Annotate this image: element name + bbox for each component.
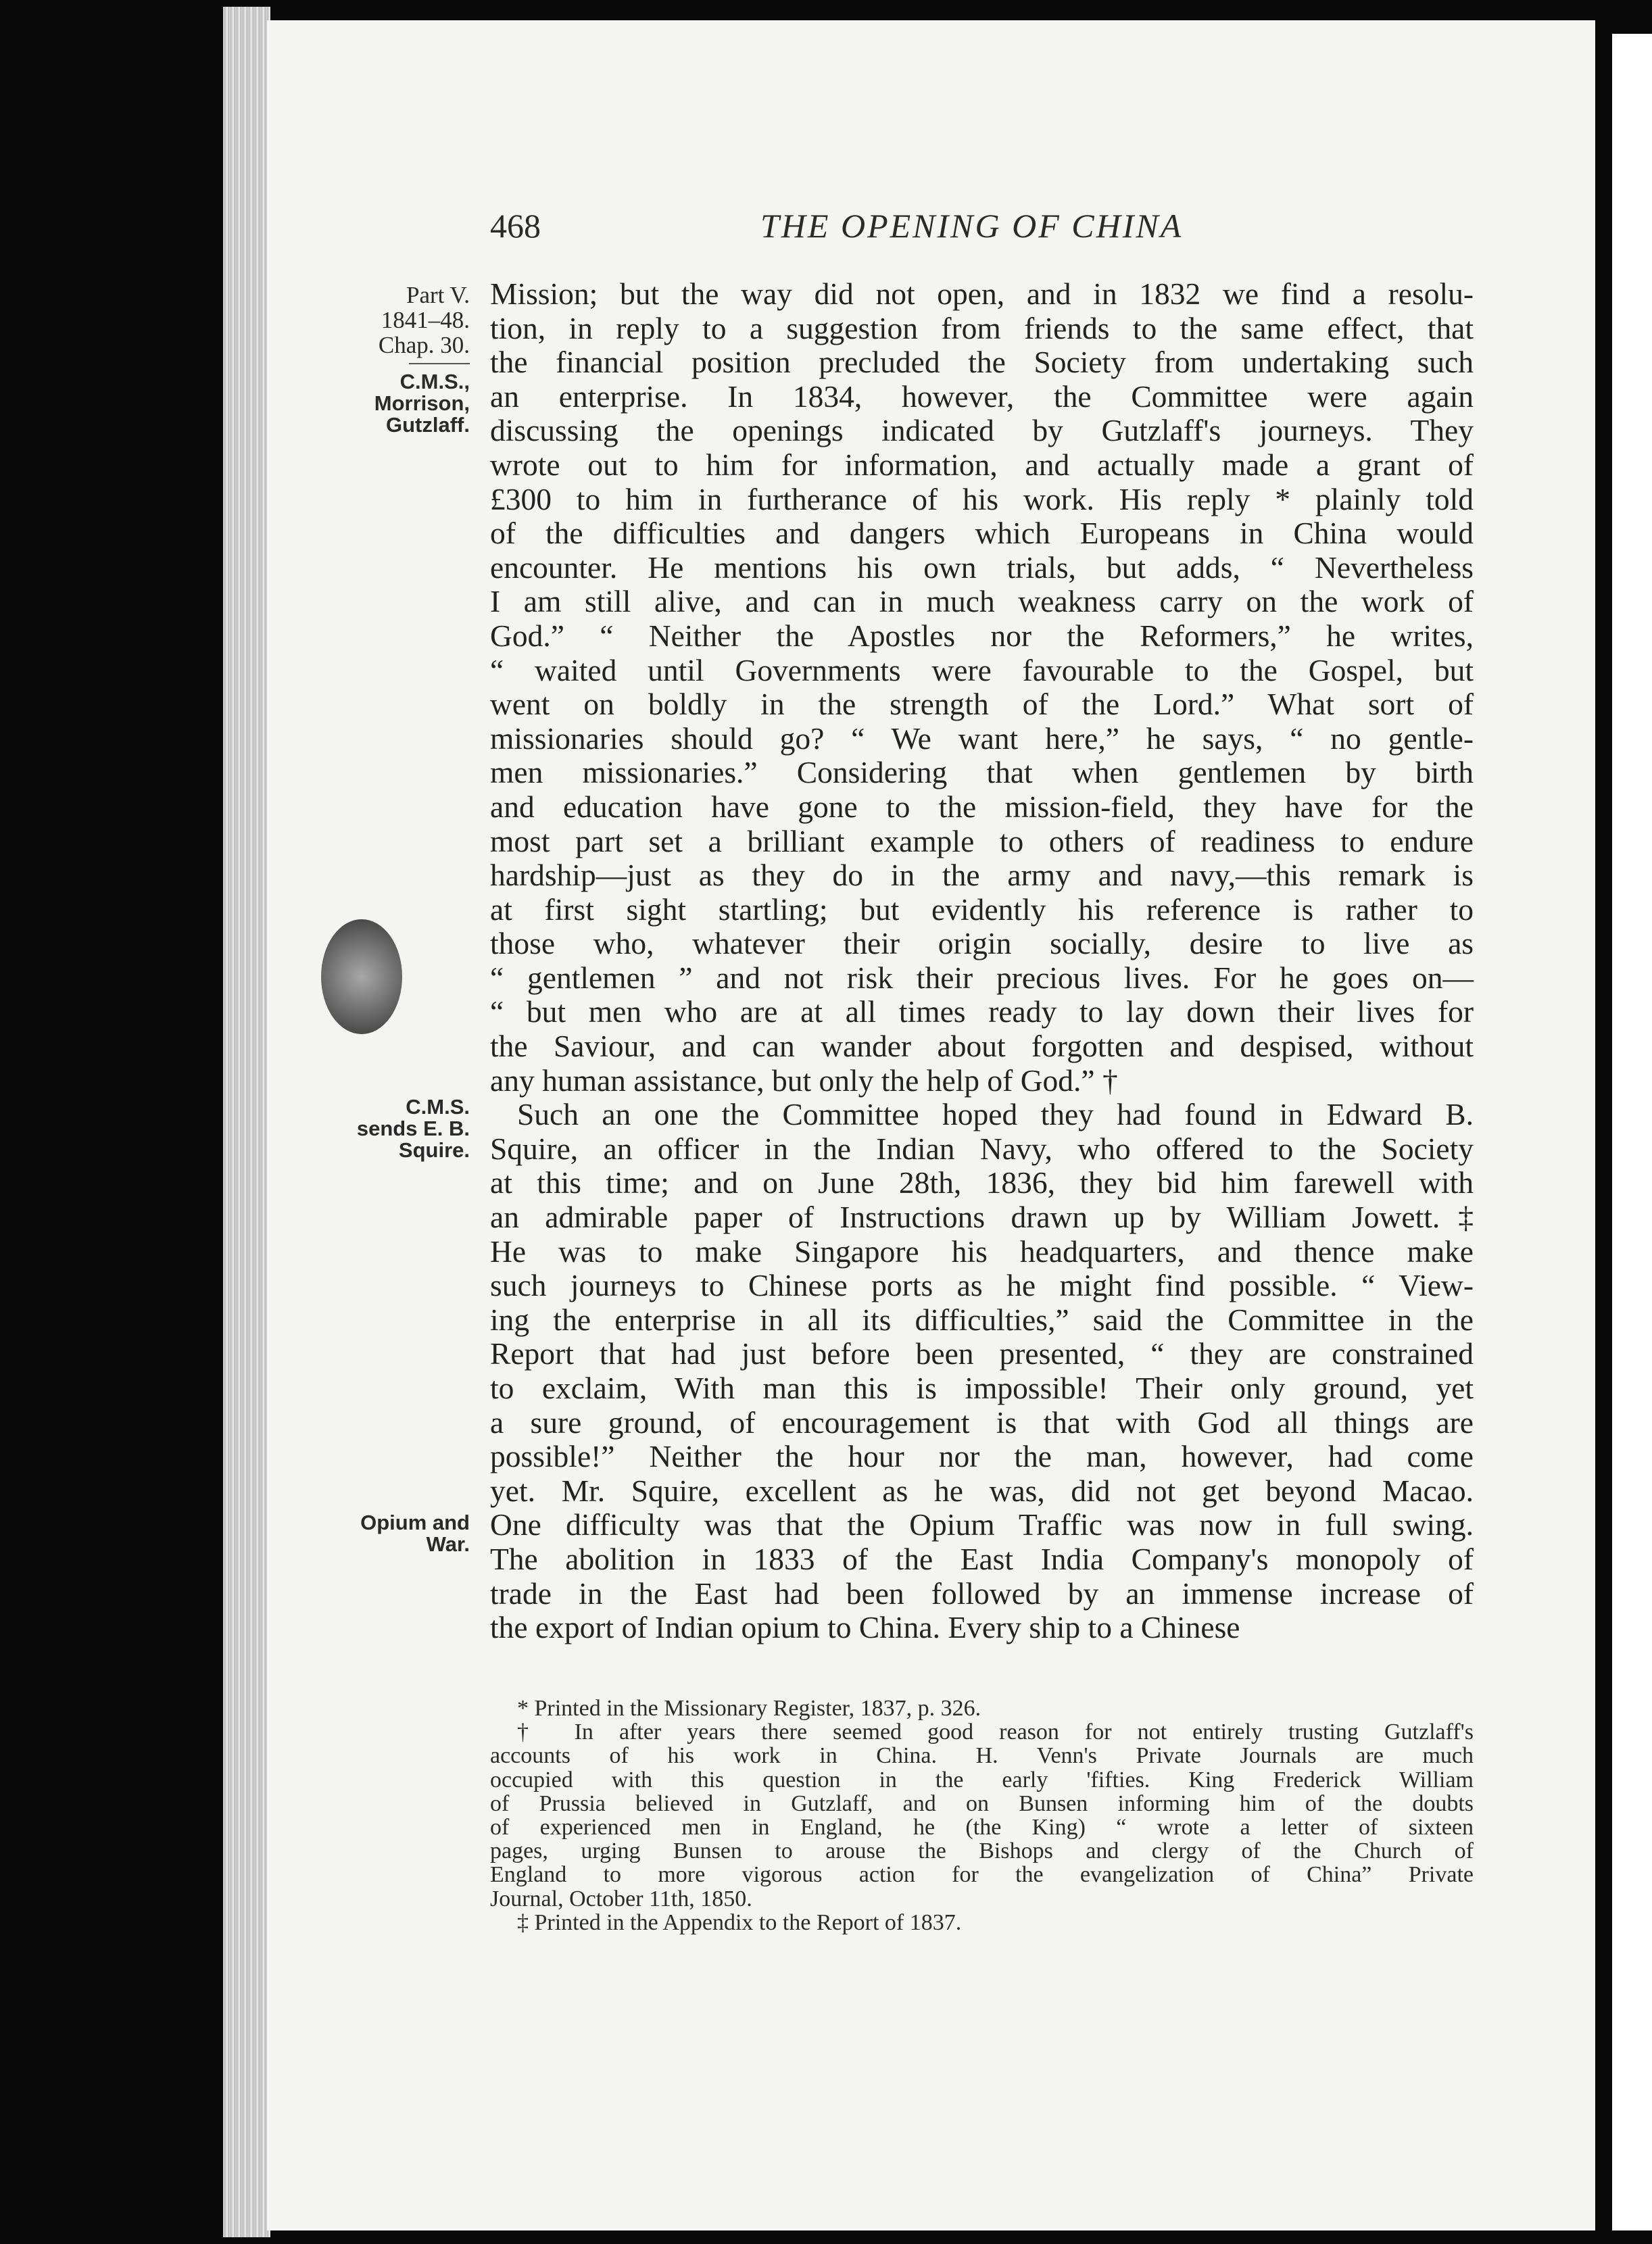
body-line: “ gentlemen ” and not risk their precious lives. For he goes on— — [490, 960, 1474, 995]
body-line: at this time; and on June 28th, 1836, they bid him farewell with — [490, 1165, 1474, 1200]
margin-note-squire — [294, 1096, 470, 1161]
margin-note-line: Gutzlaff. — [386, 413, 470, 437]
footnote-line: * Printed in the Missionary Register, 1837, p. 326. — [517, 1696, 981, 1721]
margin-note-line: 1841–48. — [381, 307, 470, 333]
body-line: went on boldly in the strength of the Lord.” What sort of — [490, 687, 1474, 722]
body-line: the Saviour, and can wander about forgotten and despised, without — [490, 1029, 1474, 1064]
body-line: Squire, an officer in the Indian Navy, who offered to the Society — [490, 1131, 1474, 1166]
body-line: He was to make Singapore his headquarters, and thence make — [490, 1234, 1474, 1269]
footnote-line: pages, urging Bunsen to arouse the Bishops and clergy of the Church of — [490, 1838, 1474, 1864]
running-head — [490, 206, 1470, 253]
body-text — [490, 277, 1474, 1645]
margin-note-line: War. — [426, 1532, 470, 1556]
body-line: “ but men who are at all times ready to lay down their lives for — [490, 994, 1474, 1029]
book-page-edges — [223, 7, 270, 2237]
body-line: missionaries should go? “ We want here,” he says, “ no gentle- — [490, 721, 1474, 756]
body-line: The abolition in 1833 of the East India Company's monopoly of — [490, 1541, 1474, 1576]
body-line: any human assistance, but only the help of God.” † — [490, 1063, 1118, 1098]
body-line: a sure ground, of encouragement is that with God all things are — [490, 1405, 1474, 1440]
footnote-line: of Prussia believed in Gutzlaff, and on Bunsen informing him of the doubts — [490, 1790, 1474, 1816]
body-line: £300 to him in furtherance of his work. His reply * plainly told — [490, 481, 1474, 516]
body-line: most part set a brilliant example to others of readiness to endure — [490, 823, 1474, 858]
margin-note-opium — [294, 1512, 470, 1555]
margin-note-line: Chap. 30. — [378, 332, 470, 358]
body-line: the export of Indian opium to China. Every ship to a Chinese — [490, 1610, 1240, 1645]
footnote-line: of experienced men in England, he (the King) “ wrote a letter of sixteen — [490, 1814, 1474, 1840]
body-line: Such an one the Committee hoped they had found in Edward B. — [517, 1097, 1474, 1132]
margin-note-line: sends E. B. — [356, 1117, 470, 1140]
facing-page-edge — [1612, 34, 1652, 2230]
page-stain — [321, 919, 402, 1034]
body-line: tion, in reply to a suggestion from friends to the same effect, that — [490, 310, 1474, 345]
body-line: God.” “ Neither the Apostles nor the Reformers,” he writes, — [490, 618, 1474, 653]
body-line: the financial position precluded the Society from undertaking such — [490, 345, 1474, 380]
margin-note-line: Part V. — [406, 282, 470, 308]
body-line: encounter. He mentions his own trials, but adds, “ Nevertheless — [490, 550, 1474, 585]
body-line: an enterprise. In 1834, however, the Committee were again — [490, 379, 1474, 414]
body-line: those who, whatever their origin socially, desire to live as — [490, 926, 1474, 961]
body-line: “ waited until Governments were favourable to the Gospel, but — [490, 652, 1474, 687]
body-line: yet. Mr. Squire, excellent as he was, did not get beyond Macao. — [490, 1473, 1474, 1508]
footnote-line: Journal, October 11th, 1850. — [490, 1886, 752, 1911]
page-number: 468 — [490, 207, 541, 245]
body-line: of the difficulties and dangers which Europeans in China would — [490, 516, 1474, 551]
footnote-line: England to more vigorous action for the evangelization of China” Private — [490, 1862, 1474, 1888]
body-line: discussing the openings indicated by Gutzlaff's journeys. They — [490, 413, 1474, 448]
margin-note-line: Squire. — [398, 1138, 470, 1162]
body-line: I am still alive, and can in much weakness carry on the work of — [490, 584, 1474, 619]
body-line: Mission; but the way did not open, and in 1832 we find a resolu- — [490, 276, 1474, 311]
margin-rule — [409, 363, 470, 364]
body-line: wrote out to him for information, and actually made a grant of — [490, 447, 1474, 482]
body-line: such journeys to Chinese ports as he might find possible. “ View- — [490, 1268, 1474, 1303]
body-line: possible!” Neither the hour nor the man, however, had come — [490, 1439, 1474, 1474]
margin-note-line: C.M.S. — [406, 1095, 470, 1119]
body-line: ing the enterprise in all its difficulties,” said the Committee in the — [490, 1302, 1474, 1337]
body-line: men missionaries.” Considering that when gentlemen by birth — [490, 755, 1474, 790]
margin-note-line: Morrison, — [374, 391, 470, 415]
body-line: Report that had just before been presented, “ they are constrained — [490, 1336, 1474, 1371]
margin-note-line: Opium and — [360, 1511, 470, 1534]
footnote-line: † In after years there seemed good reason for not entirely trusting Gutzlaff's — [517, 1719, 1474, 1745]
margin-note-line: C.M.S., — [399, 370, 470, 393]
body-line: One difficulty was that the Opium Traffic was now in full swing. — [490, 1507, 1474, 1542]
footnote-line: ‡ Printed in the Appendix to the Report of 1837. — [517, 1909, 962, 1935]
footnote-line: occupied with this question in the early 'fifties. King Frederick William — [490, 1767, 1474, 1792]
body-line: to exclaim, With man this is impossible! Their only ground, yet — [490, 1371, 1474, 1405]
body-line: an admirable paper of Instructions drawn up by William Jowett.‡ — [490, 1200, 1474, 1235]
footnote-line: accounts of his work in China. H. Venn's Private Journals are much — [490, 1743, 1474, 1769]
book-page — [267, 20, 1595, 2230]
body-line: and education have gone to the mission-field, they have for the — [490, 789, 1474, 824]
running-title: THE OPENING OF CHINA — [760, 207, 1184, 245]
margin-note-part — [294, 283, 470, 436]
body-line: trade in the East had been followed by an immense increase of — [490, 1576, 1474, 1611]
body-line: at first sight startling; but evidently his reference is rather to — [490, 892, 1474, 927]
body-line: hardship—just as they do in the army and navy,—this remark is — [490, 858, 1474, 893]
footnotes — [490, 1697, 1474, 1934]
